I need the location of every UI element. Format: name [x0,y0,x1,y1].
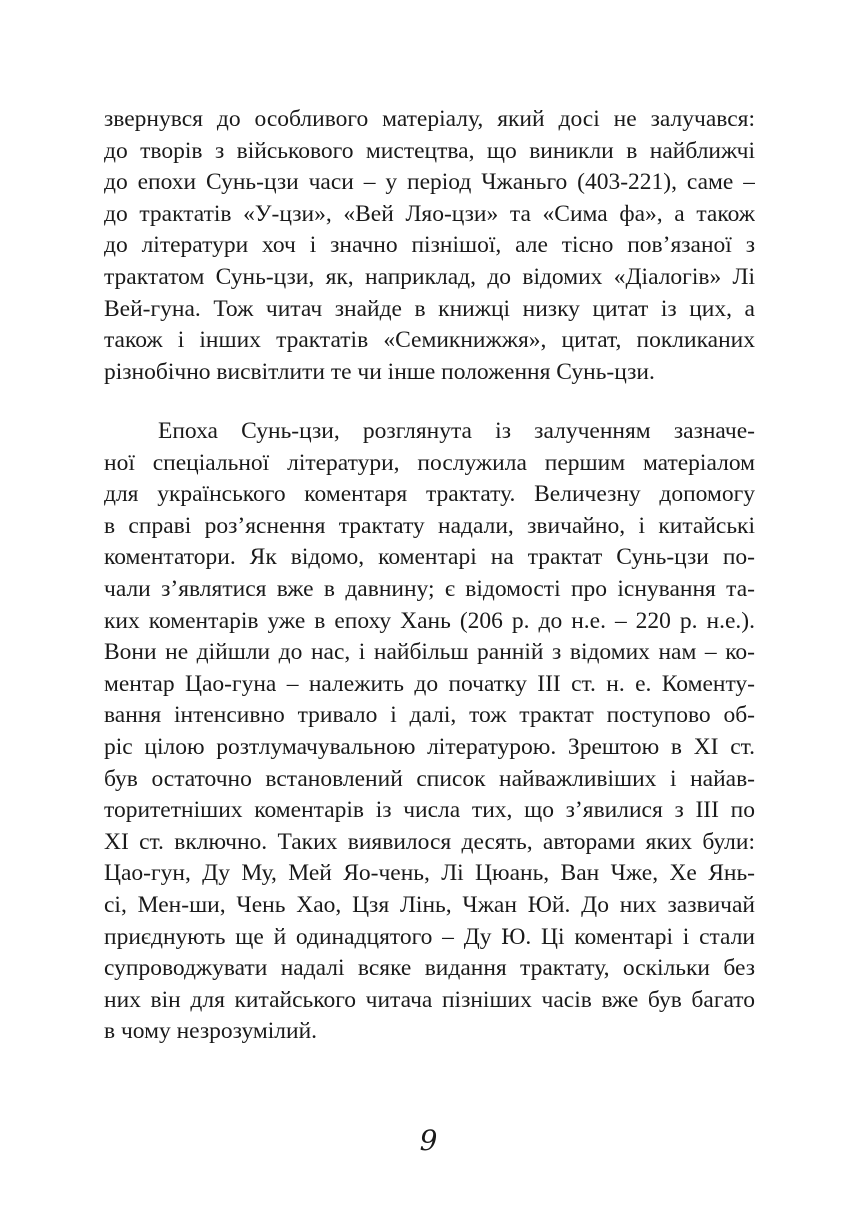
text-line: в справі роз’яснення трактату надали, звичайно, і китайські [104,512,755,539]
text-line: для українського коментаря трактату. Величезну допомогу [104,481,755,508]
text-line: до літератури хоч і значно пізнішої, але тісно пов’язаної з [104,232,755,259]
text-line: Епоха Сунь-цзи, розглянута із залученням зазначе- [158,418,755,444]
text-line: них він для китайського читача пізніших часів вже був багато [104,986,755,1013]
text-line: в чому незрозумілий. [104,1018,318,1045]
text-line: торитетніших коментарів із числа тих, що з’явилися з ІІІ по [104,797,755,824]
text-line: також і інших трактатів «Семикнижжя», цитат, покликаних [104,327,755,354]
text-line: до трактатів «У-цзи», «Вей Ляо-цзи» та «Сима фа», а також [104,200,755,227]
text-line: до творів з військового мистецтва, що виникли в найближчі [104,137,755,164]
page-number: 9 [419,1124,438,1157]
text-line: ментар Цао-гуна – належить до початку ІІІ ст. н. е. Коменту- [104,670,755,697]
text-line: Вони не дійшли до нас, і найбільш ранній з відомих нам – ко- [104,639,755,666]
text-line: різнобічно висвітлити те чи інше положення Сунь-цзи. [104,358,655,385]
text-line: ХІ ст. включно. Таких виявилося десять, авторами яких були: [104,828,755,855]
text-line: супроводжувати надалі всяке видання трактату, оскільки без [104,955,755,982]
text-line: ріс цілою розтлумачувальною літературою. Зрештою в ХІ ст. [104,733,755,760]
paragraph-2 [104,416,755,1048]
text-line: сі, Мен-ши, Чень Хао, Цзя Лінь, Чжан Юй. До них зазвичай [104,891,755,918]
text-line: до епохи Сунь-цзи часи – у період Чжаньго (403-221), саме – [104,169,755,196]
text-line: Цао-гун, Ду Му, Мей Яо-чень, Лі Цюань, Ван Чже, Хе Янь- [104,860,755,887]
text-line: вання інтенсивно тривало і далі, тож трактат поступово об- [104,702,755,729]
text-line: ної спеціальної літератури, послужила першим матеріалом [104,449,755,476]
paragraph-1 [104,104,755,388]
text-line: був остаточно встановлений список найважливіших і найав- [104,765,755,792]
text-line: Вей-гуна. Тож читач знайде в книжці низку цитат із цих, а [104,295,755,322]
text-line: чали з’являтися вже в давнину; є відомості про існування та- [104,575,755,602]
text-line: звернувся до особливого матеріалу, який досі не залучався: [104,106,755,132]
text-line: ких коментарів уже в епоху Хань (206 р. до н.е. – 220 р. н.е.). [104,607,755,634]
text-line: приєднують ще й одинадцятого – Ду Ю. Ці коментарі і стали [104,923,755,950]
text-line: коментатори. Як відомо, коментарі на трактат Сунь-цзи по- [104,544,755,571]
text-line: трактатом Сунь-цзи, як, наприклад, до відомих «Діалогів» Лі [104,263,755,290]
